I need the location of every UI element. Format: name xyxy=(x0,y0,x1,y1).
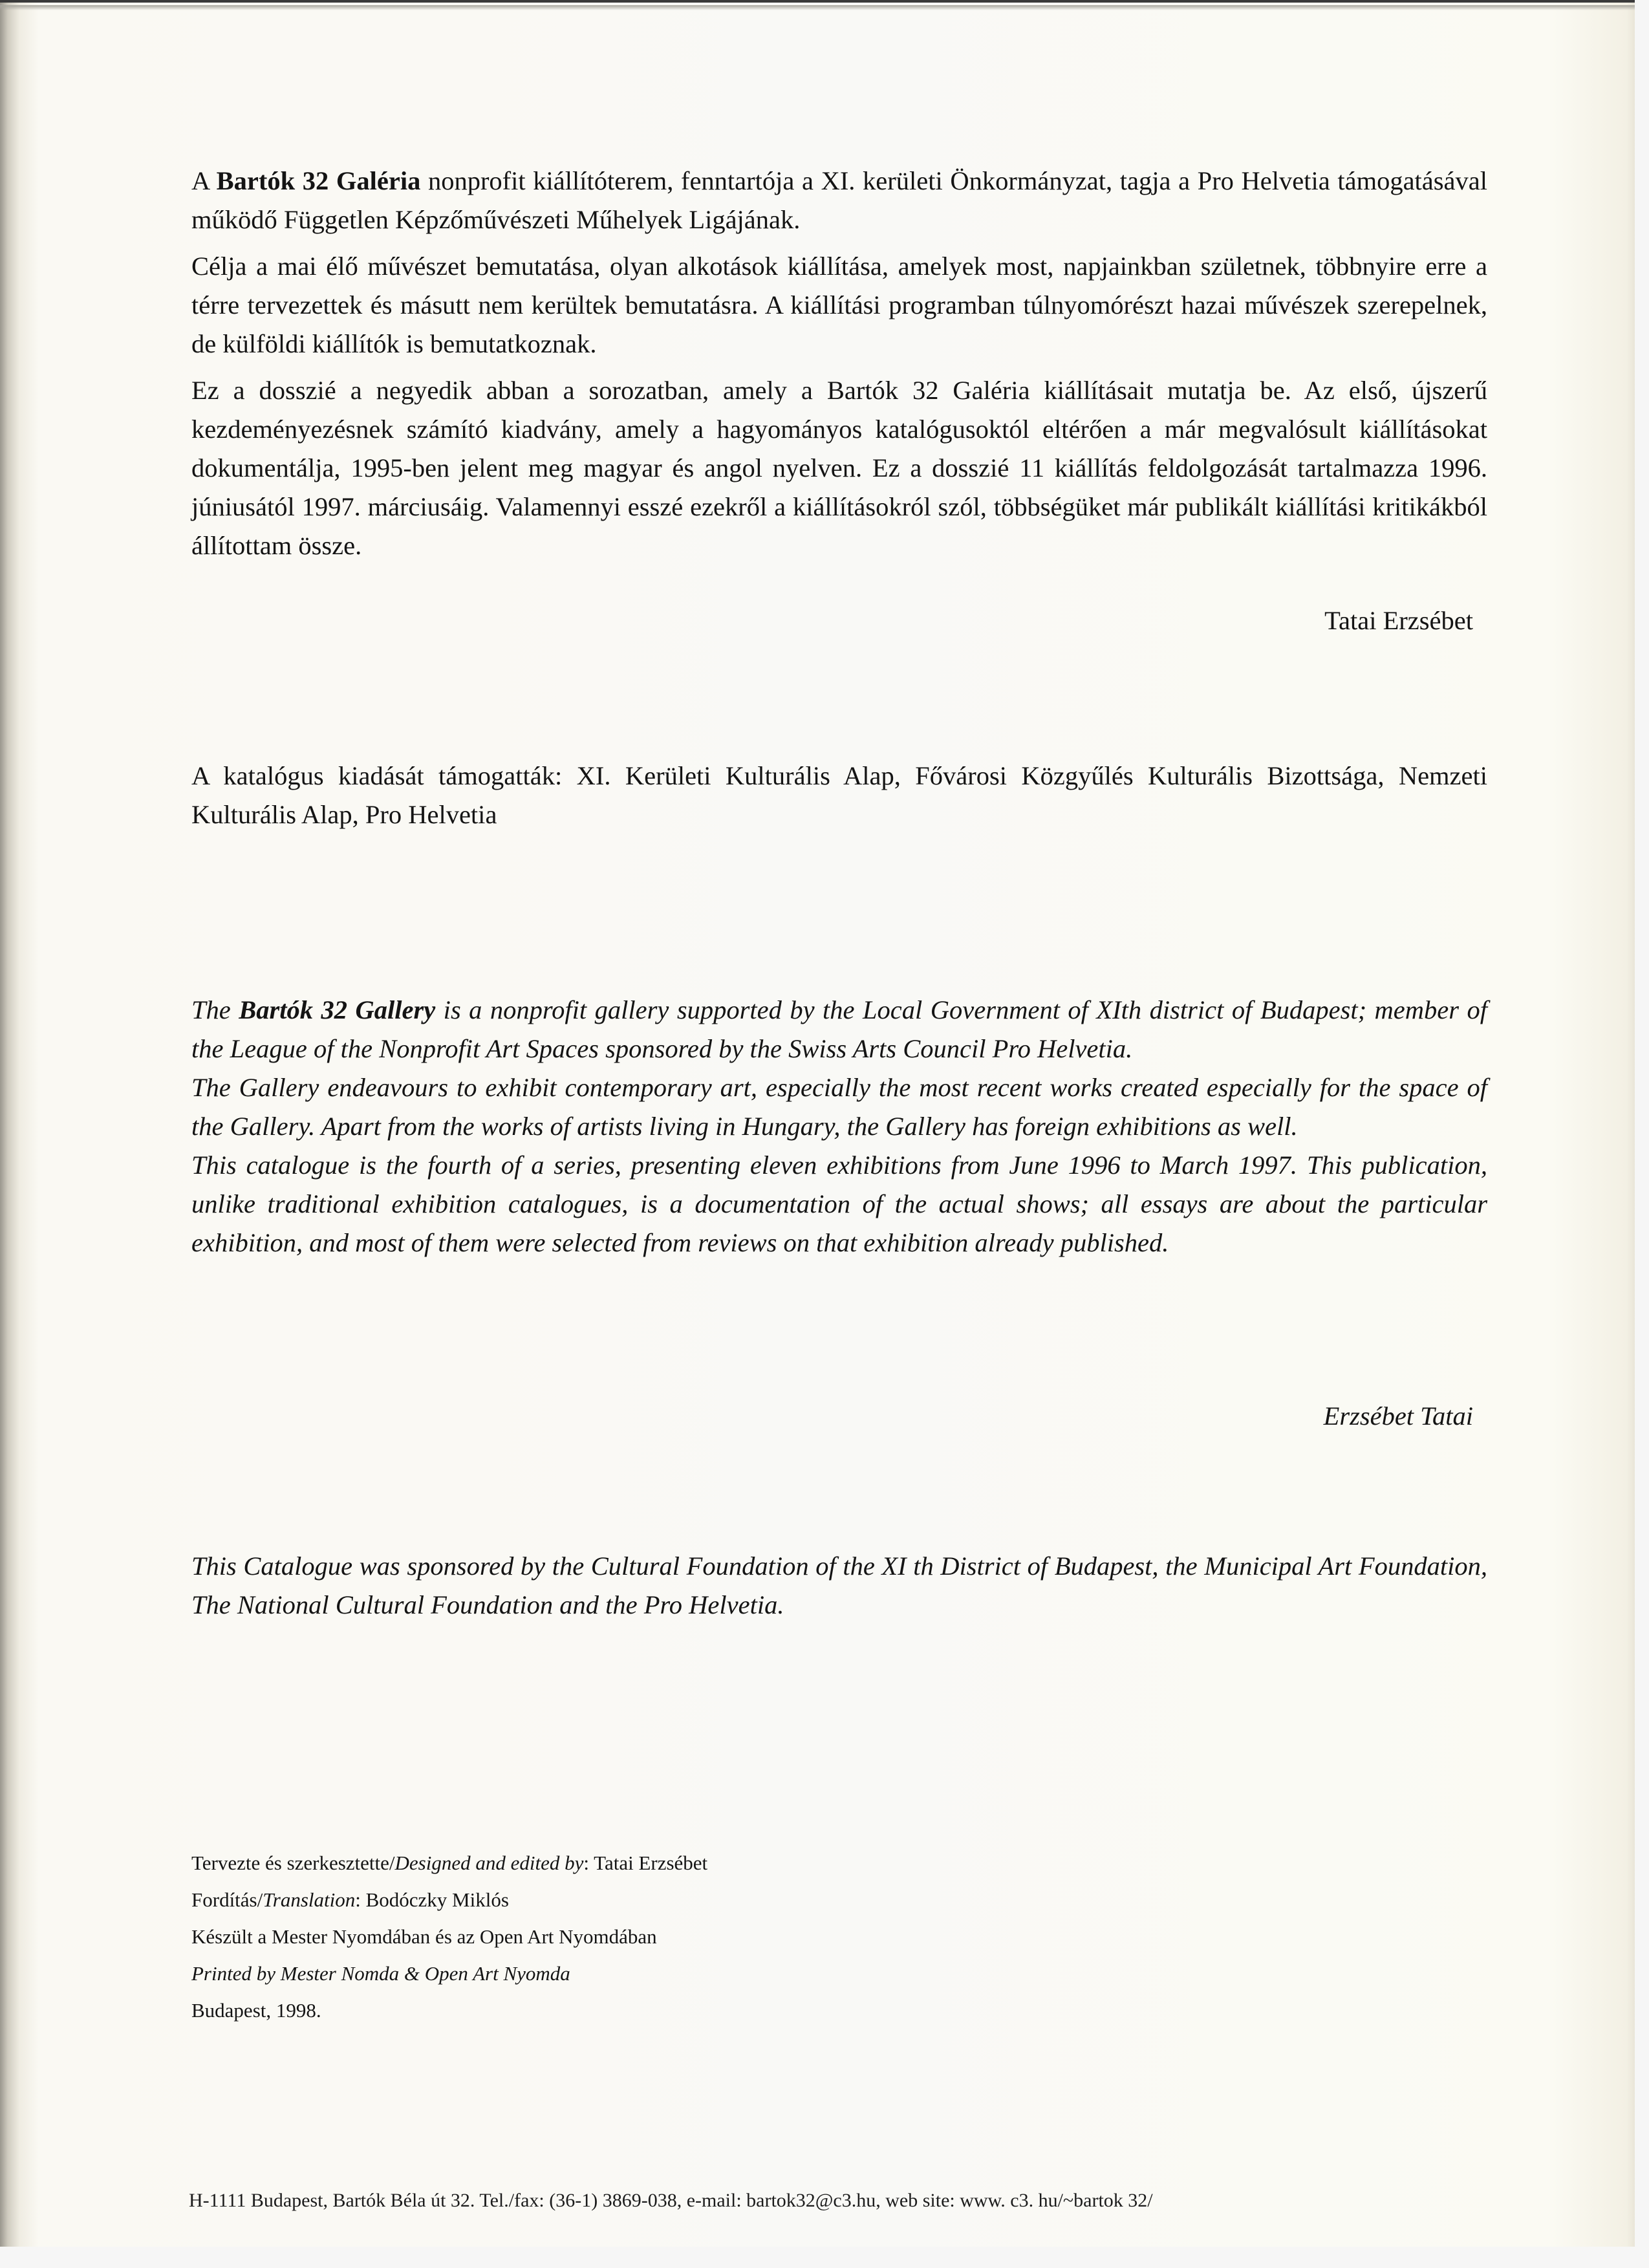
colophon-printed-hu: Készült a Mester Nyomdában és az Open Art Nyomdában xyxy=(191,1925,657,1948)
colophon xyxy=(191,1844,707,2029)
hungarian-intro-paragraph: A Bartók 32 Galéria nonprofit kiállítóterem, fenntartója a XI. kerületi Önkormányzat, tagja a Pro Helvetia támogatásával működő Független Képzőművészeti Műhelyek Ligájának. xyxy=(191,166,1487,234)
colophon-place-date: Budapest, 1998. xyxy=(191,1999,321,2022)
english-catalogue-paragraph: This catalogue is the fourth of a series, presenting eleven exhibitions from June 1996 to March 1997. This publication, unlike traditional exhibition catalogues, is a documentation of the actual shows; all essays are about the particular exhibition, and most of them were selected from reviews on that exhibition already published. xyxy=(191,1150,1487,1257)
english-text-block xyxy=(191,991,1487,1262)
english-aims-paragraph: The Gallery endeavours to exhibit contemporary art, especially the most recent works created especially for the space of the Gallery. Apart from the works of artists living in Hungary, the Gallery has foreign exhibitions as well. xyxy=(191,1073,1487,1141)
gallery-name-hu: Bartók 32 Galéria xyxy=(216,166,421,195)
colophon-design-line: Tervezte és szerkesztette/Designed and edited by: Tatai Erzsébet xyxy=(191,1852,708,1874)
footer-address: H-1111 Budapest, Bartók Béla út 32. Tel./fax: (36-1) 3869-038, e-mail: bartok32@c3.hu, web site: www. c3. hu/~bartok 32/ xyxy=(189,2190,1153,2211)
colophon-translation-line: Fordítás/Translation: Bodóczky Miklós xyxy=(191,1888,509,1911)
hungarian-signature: Tatai Erzsébet xyxy=(1324,606,1473,635)
english-sponsors: This Catalogue was sponsored by the Cultural Foundation of the XI th District of Budapest, the Municipal Art Foundation, The National Cultural Foundation and the Pro Helvetia. xyxy=(191,1551,1487,1619)
english-intro-paragraph: The Bartók 32 Gallery is a nonprofit gallery supported by the Local Government of XIth district of Budapest; member of the League of the Nonprofit Art Spaces sponsored by the Swiss Arts Council Pro Helvetia. xyxy=(191,995,1487,1063)
colophon-printed-en: Printed by Mester Nomda & Open Art Nyomda xyxy=(191,1962,570,1985)
hungarian-sponsors: A katalógus kiadását támogatták: XI. Kerületi Kulturális Alap, Fővárosi Közgyűlés Kulturális Bizottsága, Nemzeti Kulturális Alap, Pro Helvetia xyxy=(191,761,1487,829)
gallery-name-en: Bartók 32 Gallery xyxy=(239,995,436,1024)
english-signature: Erzsébet Tatai xyxy=(1323,1401,1473,1431)
hungarian-dossier-paragraph: Ez a dosszié a negyedik abban a sorozatban, amely a Bartók 32 Galéria kiállításait mutatja be. Az első, újszerű kezdeményezésnek számító kiadvány, amely a hagyományos katalógusoktól eltérően a már megvalósult kiállításokat dokumentálja, 1995-ben jelent meg magyar és angol nyelven. Ez a dosszié 11 kiállítás feldolgozását tartalmazza 1996. júniusától 1997. márciusáig. Valamennyi esszé ezekről a kiállításokról szól, többségüket már publikált kiállítási kritikákból állítottam össze. xyxy=(191,376,1487,560)
hungarian-aims-paragraph: Célja a mai élő művészet bemutatása, olyan alkotások kiállítása, amelyek most, napjainkban születnek, többnyire erre a térre tervezettek és másutt nem kerültek bemutatásra. A kiállítási programban túlnyomórészt hazai művészek szerepelnek, de külföldi kiállítók is bemutatkoznak. xyxy=(191,252,1487,358)
hungarian-text-block xyxy=(191,162,1487,573)
